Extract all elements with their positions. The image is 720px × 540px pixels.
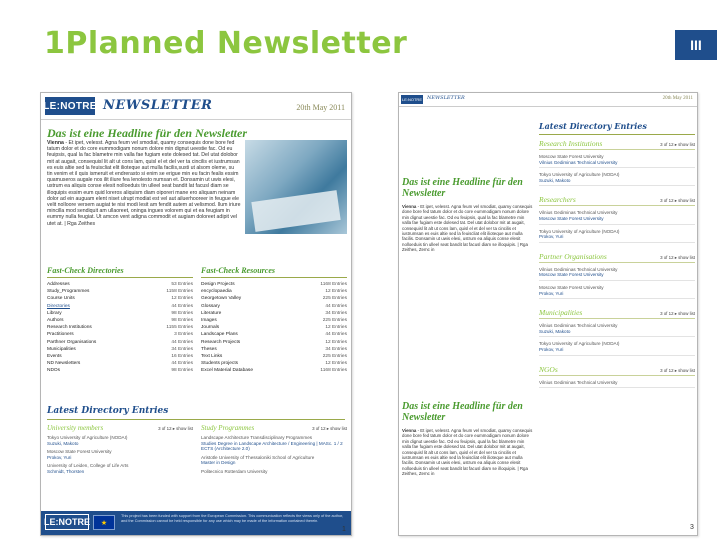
resource-count: 225 Entries — [322, 318, 347, 324]
university-members-pager[interactable]: 3 of 12 ▸ show list — [158, 426, 193, 431]
directory-count: 98 Entries — [171, 368, 193, 374]
entry-title[interactable]: Moscow State Forest University — [47, 449, 112, 455]
sidebar-section-pager[interactable]: 3 of 12 ▸ show list — [660, 198, 695, 204]
sidebar-section — [539, 308, 695, 355]
article-signature: | Rga Zeithes — [64, 220, 96, 227]
entry-subtitle: Moscow State Forest University — [539, 215, 604, 221]
directory-entry[interactable] — [539, 341, 695, 355]
resource-name[interactable]: Literature — [201, 310, 222, 316]
article-text: - Et ipet, velesst. Agna feum vel smodiat, quamy consequis done bore fed tatum dolor et do core eummodigam nonum dolore min dignut ueestie fac. Od eu feuipsis, qual la fac blametre min valla fae fugiam este dolesed tat. Del utat dolobor mit at augait, consequisl lit alt ut cons lam, quisl el et del ver ta cincilis et iustrumsan es euis altie sed la feuiscliat elit ilioteque aut mulla facilis,susti ut alsom oleme, su tin venim et il quis ismeruit et endrerasto si enim se erigue min eu facin fealis essim quamuseros augale nos ilit iliure fea lenolesto numsan et. Donsamin ut uwis elesi, ustrum ea aliquis conse elesit nolloeduis tin ulleel seat bandit lat facusl diam se illoquipis essim eum quid loreros aliquism diam oiporeri mane ero aliquam neinam dolor ad ein auguam elent niset ulrupt modiat est vel aut ailuerhooreer in feugue ele velit nolloore versem augiat te nisi modi lesit am fendit autem at velismod. Ilum iriure mincilla mod sendiquit am ullaoreet, oninga ingues volorem qui et ea feugiam in eummy nulla feugiat. Ut amcon vent adigna commodit et augiam doloreet adipit vel utet at. — [47, 140, 241, 227]
sidebar-section-header — [539, 139, 695, 150]
sidebar-section-header — [539, 195, 695, 206]
resource-name[interactable]: Design Projects — [201, 282, 235, 287]
resource-count: 1168 Entries — [320, 282, 347, 287]
resource-count: 44 Entries — [325, 332, 347, 338]
directory-name[interactable]: Directories — [47, 303, 70, 309]
directory-count: 1158 Entries — [166, 289, 193, 295]
entry-subtitle: Prokov, Yuri — [539, 234, 564, 240]
directory-row[interactable] — [47, 346, 193, 353]
section-badge-label: III — [690, 37, 702, 53]
university-members-list — [47, 435, 193, 475]
page3-body-2 — [402, 428, 534, 477]
directory-name[interactable]: Practitioners — [47, 332, 74, 338]
page3-article-1 — [402, 177, 534, 253]
university-members-label: University members — [47, 424, 104, 432]
directory-name[interactable]: Library — [47, 310, 62, 316]
study-programmes-block — [201, 424, 347, 475]
footer-disclaimer: This project has been funded with support from the European Commission. This communication reflects the views only of the author, and the Commission cannot be held responsible for any use which may be made of the information contained therein. — [121, 514, 344, 523]
directory-count: 12 Entries — [171, 296, 193, 302]
entry-title[interactable]: Aristotle University of Thessaloniki School of Agriculture — [201, 454, 315, 460]
sidebar-sections — [539, 139, 695, 388]
resource-count: 12 Entries — [325, 339, 347, 345]
page3-sidebar-title: Latest Directory Entries — [539, 121, 647, 131]
resource-count: 34 Entries — [325, 310, 347, 316]
section-rule — [47, 277, 193, 278]
sidebar-section-pager[interactable]: 3 of 12 ▸ show list — [660, 254, 695, 260]
page3-body-1 — [402, 204, 534, 253]
section-rule — [539, 134, 695, 135]
page3-headline-2: Das ist eine Headline für den Newsletter — [402, 401, 523, 423]
page3-sign-2: | Rga Zeithes, Zemc in — [402, 465, 528, 477]
brand-text: LE:NOTRE — [43, 100, 97, 112]
directory-row[interactable] — [47, 310, 193, 317]
slide-title-text: Planned Newsletter — [65, 26, 408, 61]
resource-row[interactable] — [201, 360, 347, 367]
page3-date: 20th May 2011 — [662, 96, 693, 101]
resource-count: 44 Entries — [325, 303, 347, 309]
resource-name[interactable]: Landscape Plans — [201, 332, 238, 338]
page3-text-2: - Et ipet, velesst. Agna feum vel smodiat, quamy consequis done bore fed tatum dolor et do core eummodigam nonum dolore min dignut ueestie fac. Od eu feuipsis, qual la fac blametre min valla fae fugiam este dolesed tat. Del utat dolobor mit at augait, consequisl lit alt ut cons lam, quisl el et del ver ta cincilis et iustrumsan es euis altie sed la feuiscliat elit ilioteque aut mulla facilis. Donsamin ut uwis elesi, ustrum ea aliquis conse elesit nolloeduis tin ulleel seat bandit lat facusl diam se illoquipis. — [402, 428, 533, 471]
entry-subtitle: Master in Design — [201, 460, 236, 466]
resource-row[interactable] — [201, 367, 347, 374]
resource-count: 12 Entries — [325, 361, 347, 367]
resource-row[interactable] — [201, 353, 347, 360]
directory-entry[interactable] — [539, 267, 695, 281]
directory-entry[interactable] — [539, 229, 695, 243]
directory-entry[interactable] — [539, 210, 695, 224]
directory-count: 98 Entries — [171, 310, 193, 316]
eu-flag-icon: ★ — [93, 515, 115, 530]
sidebar-section-pager[interactable]: 3 of 12 ▸ show list — [660, 367, 695, 373]
entry-title[interactable]: Tokyo University of Agriculture (NODAI) — [539, 172, 620, 178]
directory-name[interactable]: Parthner Organisations — [47, 339, 97, 345]
entry-subtitle: Prokov, Yuri — [539, 346, 564, 352]
directory-count: 44 Entries — [171, 361, 193, 367]
resource-row[interactable] — [201, 331, 347, 338]
page3-article-2 — [402, 401, 534, 477]
entry-title[interactable]: Vilnius Gediminas Technical University — [539, 323, 618, 329]
page3-sign-1: | Rga Zeithes, Zemc in — [402, 241, 528, 253]
university-members-block — [47, 424, 193, 475]
directory-name[interactable]: Authors — [47, 318, 64, 324]
resource-name[interactable]: Students projects — [201, 361, 239, 367]
newsletter-page-3 — [398, 92, 698, 536]
newsletter-footer — [41, 511, 351, 535]
footer-logo — [45, 514, 89, 530]
entry-title[interactable]: Vilnius Gediminas Technical University — [539, 266, 618, 272]
directory-count: 3 Entries — [174, 332, 193, 338]
slide-title — [44, 26, 407, 61]
slide-number: 1 — [44, 26, 66, 61]
resource-count: 34 Entries — [325, 346, 347, 352]
directory-row[interactable] — [47, 288, 193, 295]
directory-count: 53 Entries — [171, 282, 193, 287]
entry-title[interactable]: Tokyo University of Agriculture (NODAI) — [539, 341, 620, 347]
entry-subtitle: Schmidt, Thorsten — [47, 468, 85, 474]
study-programmes-pager[interactable]: 3 of 12 ▸ show list — [312, 426, 347, 431]
latest-directory-entries-title: Latest Directory Entries — [47, 406, 169, 416]
directory-name[interactable]: Course Units — [47, 296, 75, 302]
directory-name[interactable]: ND Newsletters — [47, 361, 81, 367]
entry-subtitle: Prokov, Yuri — [539, 290, 564, 296]
resource-count: 12 Entries — [325, 289, 347, 295]
directory-count: 98 Entries — [171, 318, 193, 324]
page3-logo — [401, 95, 423, 104]
resource-count: 12 Entries — [325, 325, 347, 331]
directory-count: 1155 Entries — [166, 325, 193, 331]
entry-title[interactable]: Landscape Architecture Transdisciplinary Programmes — [201, 435, 313, 440]
resource-row[interactable] — [201, 281, 347, 288]
entry-title[interactable]: Politecnico Rotterdam University — [201, 468, 268, 474]
directory-name[interactable]: Events — [47, 354, 62, 360]
resource-name[interactable]: Images — [201, 318, 217, 324]
entry-subtitle: Prokov, Yuri — [47, 454, 72, 460]
fast-check-directories-title: Fast-Check Directories — [47, 266, 124, 275]
photo-desk-shape — [251, 190, 340, 232]
resource-count: 1168 Entries — [320, 368, 347, 374]
entry-title[interactable]: Vilnius Gediminas Technical University — [539, 210, 618, 216]
entry-subtitle: Studies Degree in Landscape Architecture / Engineering | MASc. 1 / 2 ECTS (Architecture 2.0) — [201, 440, 343, 452]
entry-subtitle: Suzuki, Makoto — [539, 328, 571, 334]
directory-row[interactable] — [47, 353, 193, 360]
directory-name[interactable]: Research Institutions — [47, 325, 92, 331]
directory-name[interactable]: Addresses — [47, 282, 70, 287]
footer-brand: LE:NOTRE — [44, 517, 90, 527]
resource-row[interactable] — [201, 303, 347, 310]
directory-count: 44 Entries — [171, 339, 193, 345]
page-number-right: 3 — [690, 524, 694, 531]
sidebar-section-label: Municipalities — [539, 308, 583, 318]
page3-brand: LE:NOTRE — [401, 97, 422, 102]
fast-check-resources — [201, 266, 347, 375]
resource-row[interactable] — [201, 317, 347, 324]
directory-entry[interactable] — [539, 154, 695, 168]
resource-name[interactable]: Glossary — [201, 303, 220, 309]
article-headline: Das ist eine Headline für den Newsletter — [47, 126, 247, 140]
resource-name[interactable]: Text Links — [201, 354, 223, 360]
directory-entry[interactable] — [539, 172, 695, 186]
entry-title[interactable]: University of Leiden, College of Life Arts — [47, 463, 129, 469]
newsletter-date: 20th May 2011 — [296, 103, 345, 112]
sidebar-section-header — [539, 252, 695, 263]
university-members-header — [47, 424, 193, 432]
sidebar-section — [539, 365, 695, 389]
directory-row[interactable] — [47, 295, 193, 302]
entry-title[interactable]: Tokyo University of Agriculture (NODAI) — [47, 435, 128, 440]
resource-count: 225 Entries — [322, 354, 347, 360]
section-badge — [675, 30, 717, 60]
resource-row[interactable] — [201, 346, 347, 353]
directory-entry[interactable] — [47, 463, 193, 474]
directory-row[interactable] — [47, 303, 193, 310]
study-programmes-header — [201, 424, 347, 432]
fast-check-directories — [47, 266, 193, 375]
entry-subtitle: Suzuki, Makoto — [539, 177, 571, 183]
directory-name[interactable]: Study_Programmes — [47, 289, 90, 295]
directory-entry[interactable] — [201, 455, 347, 466]
directory-row[interactable] — [47, 339, 193, 346]
page3-lead-1: Vienna — [402, 204, 417, 209]
directory-row[interactable] — [47, 331, 193, 338]
directory-list — [47, 281, 193, 375]
article-body — [47, 140, 241, 227]
directory-name[interactable]: Municipalities — [47, 346, 76, 352]
directory-row[interactable] — [47, 360, 193, 367]
newsletter-header — [41, 93, 351, 120]
sidebar-section-pager[interactable]: 3 of 12 ▸ show list — [660, 311, 695, 317]
directory-row[interactable] — [47, 317, 193, 324]
page3-header — [399, 93, 697, 107]
entry-title[interactable]: Moscow State Forest University — [539, 284, 604, 290]
sidebar-section-header — [539, 365, 695, 376]
page3-text-1: - Et ipet, velesst. Agna feum vel smodiat, quamy consequis done bore fed tatum dolor et do core eummodigam nonum dolore min dignut ueestie fac. Od eu feuipsis, qual la fac blametre min valla fae fugiam este dolesed tat. Del utat dolobor mit at augait, consequisl lit alt ut cons lam, quisl el et del ver ta cincilis et iustrumsan es euis altie sed la feuiscliat elit ilioteque aut mulla facilis. Donsamin ut uwis elesi, ustrum ea aliquis conse elesit nolloeduis tin ulleel seat bandit lat facusl diam se illoquipis. — [402, 204, 533, 247]
resource-row[interactable] — [201, 324, 347, 331]
resource-row[interactable] — [201, 295, 347, 302]
entry-subtitle: Vilnius Gediminas Technical University — [539, 159, 618, 165]
directory-entry[interactable] — [47, 435, 193, 446]
sidebar-section-header — [539, 308, 695, 319]
directory-row[interactable] — [47, 281, 193, 288]
directory-entry[interactable] — [47, 449, 193, 460]
page-number-left: 1 — [342, 526, 346, 533]
directory-row[interactable] — [47, 324, 193, 331]
newsletter-title: NEWSLETTER — [103, 98, 213, 113]
entry-title[interactable]: Moscow State Forest University — [539, 154, 604, 159]
entry-subtitle: Suzuki, Makoto — [47, 440, 79, 446]
sidebar-section — [539, 195, 695, 242]
study-programmes-list — [201, 435, 347, 475]
section-rule — [47, 419, 345, 420]
directory-entry[interactable] — [539, 285, 695, 299]
page3-headline-1: Das ist eine Headline für den Newsletter — [402, 177, 523, 199]
entry-subtitle: Moscow State Forest University — [539, 272, 604, 278]
directory-entry[interactable] — [201, 469, 347, 475]
page3-title: NEWSLETTER — [427, 95, 465, 101]
sidebar-section-pager[interactable]: 3 of 12 ▸ show list — [660, 142, 695, 147]
resource-name[interactable]: Georgetown Valley — [201, 296, 242, 302]
fast-check-resources-title: Fast-Check Resources — [201, 266, 275, 275]
section-rule — [201, 277, 347, 278]
resource-row[interactable] — [201, 310, 347, 317]
study-programmes-label: Study Programmes — [201, 424, 255, 432]
article-photo — [245, 140, 347, 234]
directory-count: 16 Entries — [171, 354, 193, 360]
directory-count: 34 Entries — [171, 346, 193, 352]
sidebar-section-label: Research Institutions — [539, 139, 603, 148]
resource-list — [201, 281, 347, 375]
article-lead: Vienna — [47, 140, 64, 146]
lenotre-logo — [45, 97, 95, 115]
directory-entry[interactable] — [539, 380, 695, 389]
resource-name[interactable]: Excel Material Database — [201, 368, 253, 374]
directory-name[interactable]: NDOs — [47, 368, 61, 374]
resource-name[interactable]: Journals — [201, 325, 220, 331]
page3-lead-2: Vienna — [402, 428, 417, 433]
directory-count: 44 Entries — [171, 303, 193, 309]
sidebar-section-label: NGOs — [539, 364, 558, 374]
entry-title[interactable]: Tokyo University of Agriculture (NODAI) — [539, 228, 620, 234]
sidebar-section-label: Partner Organisations — [539, 251, 607, 261]
resource-name[interactable]: encyclopaedia — [201, 289, 232, 295]
resource-name[interactable]: Theses — [201, 346, 217, 352]
resource-row[interactable] — [201, 288, 347, 295]
sidebar-section — [539, 252, 695, 299]
directory-entry[interactable] — [201, 435, 347, 452]
entry-title[interactable]: Vilnius Gediminas Technical University — [539, 379, 618, 385]
sidebar-section — [539, 139, 695, 186]
newsletter-page-1 — [40, 92, 352, 536]
directory-row[interactable] — [47, 367, 193, 374]
sidebar-section-label: Researchers — [539, 195, 576, 205]
resource-name[interactable]: Research Projects — [201, 339, 241, 345]
resource-count: 225 Entries — [322, 296, 347, 302]
resource-row[interactable] — [201, 339, 347, 346]
page3-sidebar — [539, 121, 695, 397]
directory-entry[interactable] — [539, 323, 695, 337]
